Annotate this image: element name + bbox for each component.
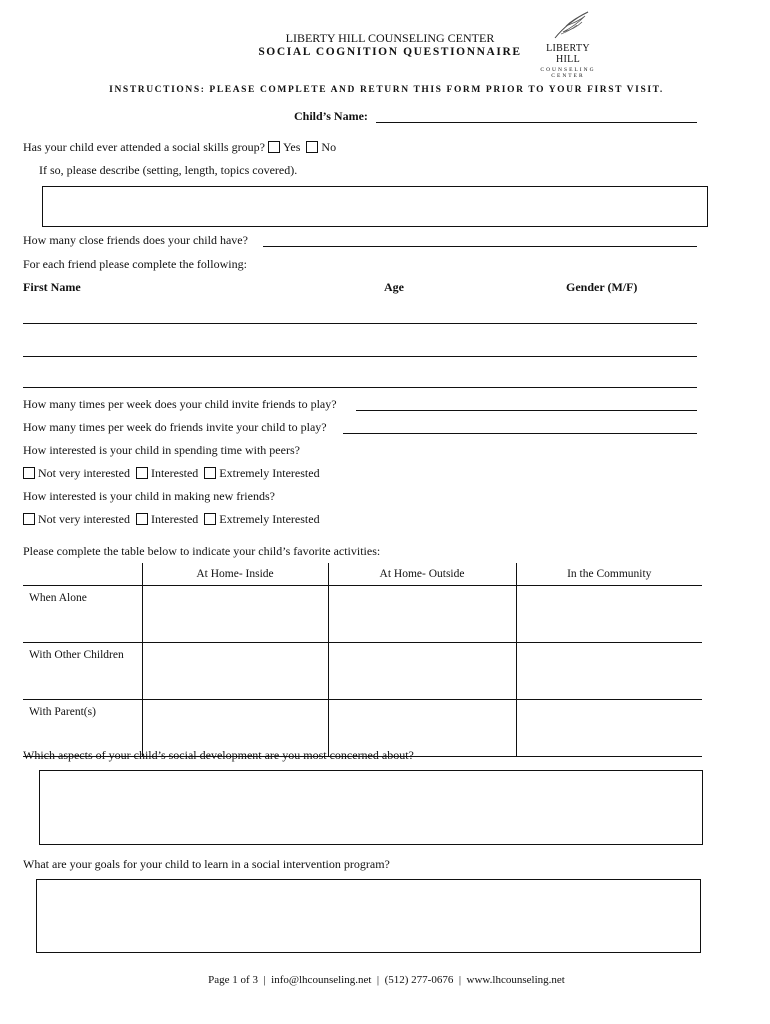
table-row — [23, 643, 702, 700]
col-age: Age — [384, 280, 404, 294]
cell-parents-community[interactable] — [516, 700, 702, 757]
goals-box[interactable] — [36, 879, 701, 953]
friend-line-3[interactable] — [23, 387, 697, 388]
logo-line1: LIBERTY HILL — [546, 43, 590, 65]
logo-line2: COUNSELING — [540, 67, 596, 73]
table-row — [23, 586, 702, 643]
yes-checkbox[interactable] — [268, 141, 280, 153]
logo — [533, 10, 603, 79]
col-home-outside: At Home- Outside — [328, 563, 516, 586]
row-when-alone: When Alone — [23, 586, 142, 643]
cell-alone-community[interactable] — [516, 586, 702, 643]
goals-question: What are your goals for your child to learn in a social intervention program? — [23, 857, 390, 871]
cell-alone-home-outside[interactable] — [328, 586, 516, 643]
social-group-description-box[interactable] — [42, 186, 708, 227]
friends-invite-question: How many times per week do friends invite your child to play? — [23, 420, 327, 434]
concerns-box[interactable] — [39, 770, 703, 845]
activities-table — [23, 563, 702, 757]
table-intro: Please complete the table below to indicate your child’s favorite activities: — [23, 544, 381, 558]
social-group-question — [23, 140, 336, 155]
cell-alone-home-inside[interactable] — [142, 586, 328, 643]
col-first-name: First Name — [23, 280, 81, 294]
invite-friends-question: How many times per week does your child invite friends to play? — [23, 397, 337, 411]
interest-peers-options — [23, 466, 326, 481]
cell-children-community[interactable] — [516, 643, 702, 700]
invite-friends-field[interactable] — [356, 410, 697, 411]
table-header-row — [23, 563, 702, 586]
feather-icon — [533, 10, 603, 40]
option-label: Extremely Interested — [219, 466, 320, 480]
yes-label: Yes — [282, 140, 301, 154]
social-group-question-text: Has your child ever attended a social skills group? — [23, 140, 265, 154]
describe-prompt: If so, please describe (setting, length, topics covered). — [39, 163, 298, 177]
childs-name-label: Child’s Name: — [294, 109, 368, 123]
col-community: In the Community — [516, 563, 702, 586]
close-friends-field[interactable] — [263, 246, 697, 247]
new-extremely-interested-checkbox[interactable] — [204, 513, 216, 525]
peers-interested-checkbox[interactable] — [136, 467, 148, 479]
close-friends-question: How many close friends does your child have? — [23, 233, 248, 247]
interest-new-question: How interested is your child in making new friends? — [23, 489, 275, 503]
row-with-other-children: With Other Children — [23, 643, 142, 700]
cell-children-home-outside[interactable] — [328, 643, 516, 700]
childs-name-field[interactable] — [376, 122, 697, 123]
logo-line3: CENTER — [551, 73, 585, 79]
interest-peers-question: How interested is your child in spending time with peers? — [23, 443, 300, 457]
friends-invite-field[interactable] — [343, 433, 697, 434]
center-name: LIBERTY HILL COUNSELING CENTER — [285, 31, 495, 45]
new-not-very-interested-checkbox[interactable] — [23, 513, 35, 525]
new-interested-checkbox[interactable] — [136, 513, 148, 525]
no-label: No — [321, 140, 337, 154]
friend-line-1[interactable] — [23, 323, 697, 324]
row-with-parents: With Parent(s) — [23, 700, 142, 757]
option-label: Interested — [150, 512, 199, 526]
no-checkbox[interactable] — [306, 141, 318, 153]
option-label: Not very interested — [38, 512, 130, 526]
concerns-question: Which aspects of your child’s social development are you most concerned about? — [23, 748, 414, 762]
col-home-inside: At Home- Inside — [142, 563, 328, 586]
peers-extremely-interested-checkbox[interactable] — [204, 467, 216, 479]
option-label: Not very interested — [38, 466, 130, 480]
peers-not-very-interested-checkbox[interactable] — [23, 467, 35, 479]
instructions: INSTRUCTIONS: PLEASE COMPLETE AND RETURN THIS FORM PRIOR TO YOUR FIRST VISIT. — [109, 85, 664, 95]
cell-children-home-inside[interactable] — [142, 643, 328, 700]
interest-new-options — [23, 512, 326, 527]
option-label: Extremely Interested — [219, 512, 320, 526]
page-footer: Page 1 of 3 | info@lhcounseling.net | (512) 277-0676 | www.lhcounseling.net — [208, 974, 565, 986]
table-corner — [23, 563, 142, 586]
friend-line-2[interactable] — [23, 356, 697, 357]
form-title: SOCIAL COGNITION QUESTIONNAIRE — [258, 46, 522, 58]
each-friend-prompt: For each friend please complete the following: — [23, 257, 247, 271]
option-label: Interested — [150, 466, 199, 480]
col-gender: Gender (M/F) — [566, 280, 638, 294]
